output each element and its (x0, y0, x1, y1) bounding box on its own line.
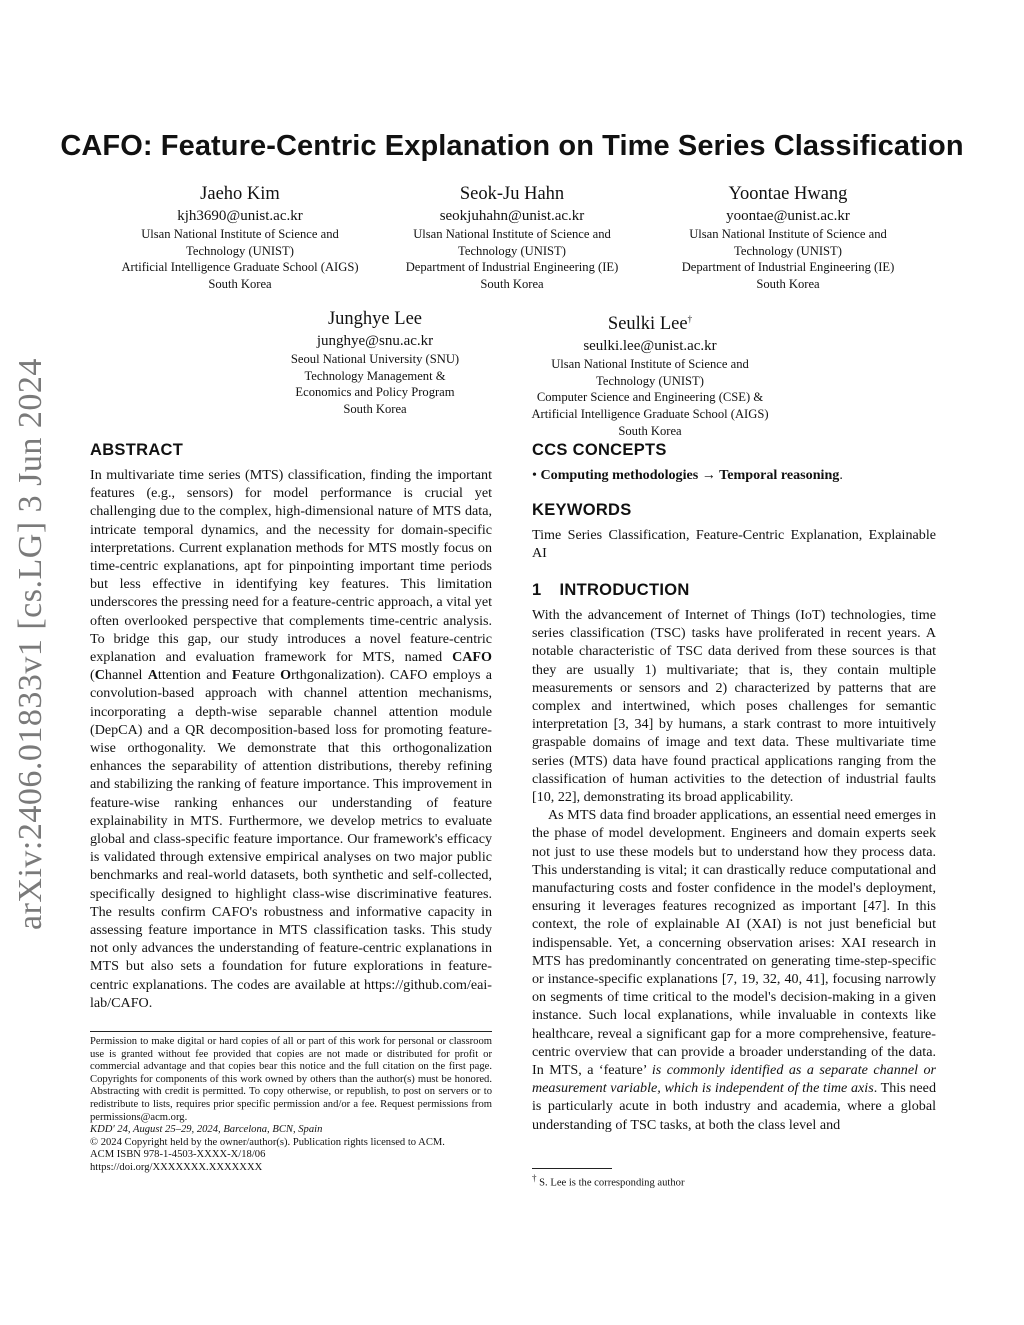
author-affiliation: Technology Management & (304, 368, 446, 383)
author-block (362, 181, 662, 292)
author-affiliation: Technology (UNIST) (734, 243, 842, 258)
acronym-paren: ). (376, 667, 385, 684)
corresponding-mark: † (687, 314, 693, 324)
acronym-letter: C (94, 667, 105, 684)
author-affiliation: Technology (UNIST) (458, 243, 566, 258)
author-name: Seulki Lee (607, 314, 688, 335)
author-email: junghye@snu.ac.kr (316, 333, 434, 349)
abstract-text: CAFO employs a convolution-based approach with channel attention mechanisms, incorporating a depth-wise separable channel attention module (DepCA) and a QR decomposition-based loss for promoting feature-wise orthogonality. We demonstrate that this orthogonalization enhances the separability of attention distributions, thereby refining and stabilizing the ranking of feature importance. This improvement in feature-wise ranking enhances our understanding of feature explainability in MTS. Furthermore, we develop metrics to evaluate global and class-specific feature importance. Our framework's efficacy is validated through extensive empirical analyses on two major public benchmarks and real-world datasets, both synthetic and self-collected, specifically designed to highlight class-wise discriminative features. The results confirm CAFO's robustness and informative capacity in assessing feature importance in MTS classification tasks. This study not only advances the understanding of feature-centric explanations in MTS but also sets a foundation for future explorations in feature-centric explanations. The codes are available at https://github.com/eai-lab/CAFO. (90, 667, 493, 1011)
bullet: • (532, 467, 537, 483)
author-affiliation: Ulsan National Institute of Science and (689, 227, 887, 241)
intro-body (532, 606, 936, 1134)
arxiv-stamp: arXiv:2406.01833v1 [cs.LG] 3 Jun 2024 (12, 358, 49, 930)
paragraph-text: . This need is particularly acute in both industry and academia, where a global understanding of TSC tasks, at both the class level and (532, 1080, 936, 1133)
paragraph-text: As MTS data find broader applications, an essential need emerges in the phase of model development. Engineers and domain experts seek not just to use these models but to understand how they process data. This understanding is vital; it can drastically reduce computational and manufacturing costs and foster confidence in the model's deployment, ensuring it leverages features recognized as important [47]. In this context, the role of explainable AI (XAI) is not just beneficial but indispensable. Yet, a concerning observation arises: XAI research in MTS has predominantly concentrated on generating time-step-specific or instance-specific explanations [7, 19, 32, 40, 41], focusing narrowly on segments of time critical to the model's decision-making in a given instance. Such local explanations, while invaluable in contexts like healthcare, reveal a significant gap for a more comprehensive, feature-centric overview that can provide a broader understanding of the data. In MTS, a ‘feature’ (532, 807, 936, 1079)
author-affiliation: Ulsan National Institute of Science and (551, 357, 749, 372)
author-affiliation: Department of Industrial Engineering (IE) (405, 260, 619, 275)
isbn-line: ACM ISBN 978-1-4503-XXXX-X/18/06 (90, 1149, 266, 1161)
acronym-word: hannel (104, 667, 148, 684)
author-affiliation: South Korea (756, 276, 820, 291)
author-email: seokjuhahn@unist.ac.kr (439, 208, 585, 224)
author-block (225, 306, 525, 417)
permission-text: Permission to make digital or hard copies of all or part of this work for personal or classroom use is granted without fee provided that copies are not made or distributed for profit or commercial advantage and that copies bear this notice and the full citation on the first page. Copyrights for components of this work owned by others than the author(s) must be honored. Abstracting with credit is permitted. To copy otherwise, or republish, to post on servers or to redistribute to lists, requires prior specific permission and/or a fee. Request permissions from permissions@acm.org. (90, 1036, 492, 1123)
author-email: seulki.lee@unist.ac.kr (583, 338, 717, 355)
section-title: INTRODUCTION (559, 581, 690, 599)
author-affiliation: South Korea (480, 276, 544, 291)
abstract-text: In multivariate time series (MTS) classification, finding the important features (e.g., sensors) for model performance is crucial yet challenging due to the complex, high-dimensional nature of MTS data, intricate temporal dynamics, and the necessity for domain-specific interpretations. Current explanation methods for MTS mostly focus on time-centric explanations, apt for pinpointing important time periods but less effective in identifying key features. This limitation underscores the pressing need for a feature-centric approach, a vital yet often overlooked perspective that complements time-centric analysis. To bridge this gap, our study introduces a novel feature-centric explanation and evaluation framework for MTS, named (90, 467, 492, 666)
acronym-word: ttention and (157, 667, 232, 684)
paragraph: With the advancement of Internet of Things (IoT) technologies, time series classification (TSC) tasks have proliferated in recent years. A notable characteristic of TSC data derived from these sources is that they are usually 1) multivariate; that is, they contain multiple measurements or sensors and 2) characterized by patterns that are complex and intertwined, which poses challenges for semantic interpretation [3, 34] by humans, a stark contrast to more intuitively graspable domains of image and text data. These multivariate time series (MTS) data have found practical applications ranging from the classification of human activities to the detection of industrial faults [10, 22], demonstrating its broad applicability. (532, 607, 936, 806)
author-affiliation: Seoul National University (SNU) (290, 352, 460, 366)
acronym-paren: ( (90, 667, 95, 684)
footnote-rule (532, 1168, 612, 1169)
author-email: yoontae@unist.ac.kr (726, 208, 850, 224)
ccs-concepts (532, 466, 936, 484)
italic-definition: is commonly identified as a separate channel or measurement variable, which is independent of the time axis (532, 1062, 936, 1097)
author-affiliation: Ulsan National Institute of Science and (413, 227, 611, 241)
author-affiliation: Department of Industrial Engineering (IE) (681, 260, 895, 275)
abstract-body (90, 466, 492, 1012)
author-email: kjh3690@unist.ac.kr (177, 208, 303, 224)
author-affiliation: Economics and Policy Program (295, 385, 455, 400)
author-affiliation: South Korea (343, 401, 407, 416)
author-affiliation: Artificial Intelligence Graduate School (AIGS) (531, 406, 769, 421)
permission-notice (90, 1036, 492, 1175)
ccs-period: . (839, 467, 843, 483)
paper-title: CAFO: Feature-Centric Explanation on Time Series Classification (60, 130, 964, 162)
author-block (90, 181, 390, 292)
keywords-text: Time Series Classification, Feature-Centric Explanation, Explainable AI (532, 527, 936, 562)
paragraph (532, 806, 936, 1134)
author-name: Seok-Ju Hahn (459, 184, 565, 204)
acronym-letter: F (231, 667, 241, 684)
keywords-heading: KEYWORDS (532, 501, 632, 519)
author-name: Jaeho Kim (200, 184, 280, 204)
author-block (500, 306, 800, 439)
footnote-rule (90, 1031, 492, 1032)
doi-link[interactable]: https://doi.org/XXXXXXX.XXXXXXX (90, 1161, 263, 1173)
ccs-heading: CCS CONCEPTS (532, 441, 667, 459)
acronym-letter: O (280, 667, 292, 684)
author-block (638, 181, 938, 292)
acronym-letter: A (147, 667, 158, 684)
author-affiliation: Ulsan National Institute of Science and (141, 227, 339, 241)
section-number: 1 (532, 581, 542, 599)
author-affiliation: Artificial Intelligence Graduate School (AIGS) (121, 260, 359, 275)
author-affiliation: Technology (UNIST) (596, 373, 704, 388)
author-affiliation: Computer Science and Engineering (CSE) & (536, 390, 764, 405)
method-name: CAFO (452, 649, 492, 666)
acronym-word: eature (240, 667, 281, 684)
footnote-text: S. Lee is the corresponding author (539, 1177, 685, 1189)
corresponding-footnote (532, 1172, 685, 1190)
conference-venue: KDD' 24, August 25–29, 2024, Barcelona, BCN, Spain (90, 1124, 323, 1136)
author-name: Yoontae Hwang (728, 184, 848, 204)
copyright-line: © 2024 Copyright held by the owner/author(s). Publication rights licensed to ACM. (90, 1136, 445, 1148)
footnote-mark: † (532, 1173, 537, 1183)
abstract-heading: ABSTRACT (90, 441, 184, 459)
author-name: Junghye Lee (327, 309, 422, 329)
author-affiliation: South Korea (208, 276, 272, 291)
author-affiliation: South Korea (618, 423, 682, 438)
acronym-word: rthgonalization (291, 667, 377, 684)
author-affiliation: Technology (UNIST) (186, 243, 294, 258)
ccs-item: Computing methodologies → Temporal reasoning (540, 467, 840, 483)
section-heading (532, 581, 690, 600)
